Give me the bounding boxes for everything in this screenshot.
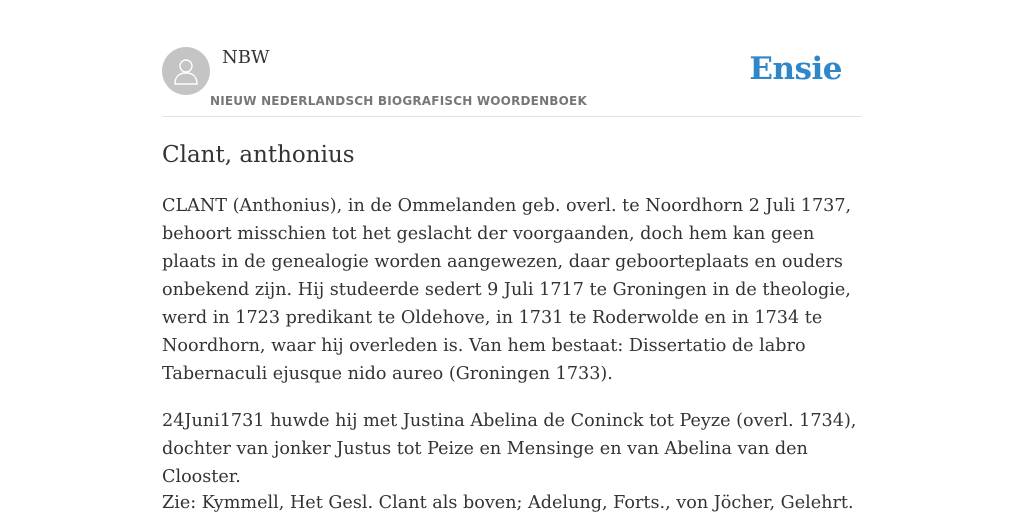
source-abbreviation[interactable]: NBW — [222, 47, 270, 68]
user-icon — [173, 57, 199, 85]
article-paragraph-3: Zie: Kymmell, Het Gesl. Clant als boven; Adelung, Forts., von Jöcher, Gelehrt. — [162, 493, 854, 512]
source-full-name: NIEUW NEDERLANDSCH BIOGRAFISCH WOORDENBOEK — [210, 94, 587, 108]
article-paragraph-2: 24Juni1731 huwde hij met Justina Abelina de Coninck tot Peyze (overl. 1734), dochter van jonker Justus tot Peize en Mensinge en van Abelina van den Clooster. — [162, 411, 857, 487]
article-paragraph-1: CLANT (Anthonius), in de Ommelanden geb. overl. te Noordhorn 2 Juli 1737, behoort misschien tot het geslacht der voorgaanden, doch hem kan geen plaats in de genealogie worden aangewezen, daar geboorteplaats en ouders onbekend zijn. Hij studeerde sedert 9 Juli 1717 te Groningen in de theologie, werd in 1723 predikant te Oldehove, in 1731 te Roderwolde en in 1734 te Noordhorn, waar hij overleden is. Van hem bestaat: Dissertatio de labro Tabernaculi ejusque nido aureo (Groningen 1733). — [162, 196, 852, 384]
avatar[interactable] — [162, 47, 210, 95]
article-title: Clant, anthonius — [162, 142, 355, 168]
page-container — [162, 0, 862, 512]
source-header — [162, 0, 862, 117]
brand-logo[interactable]: Ensie — [749, 51, 842, 87]
